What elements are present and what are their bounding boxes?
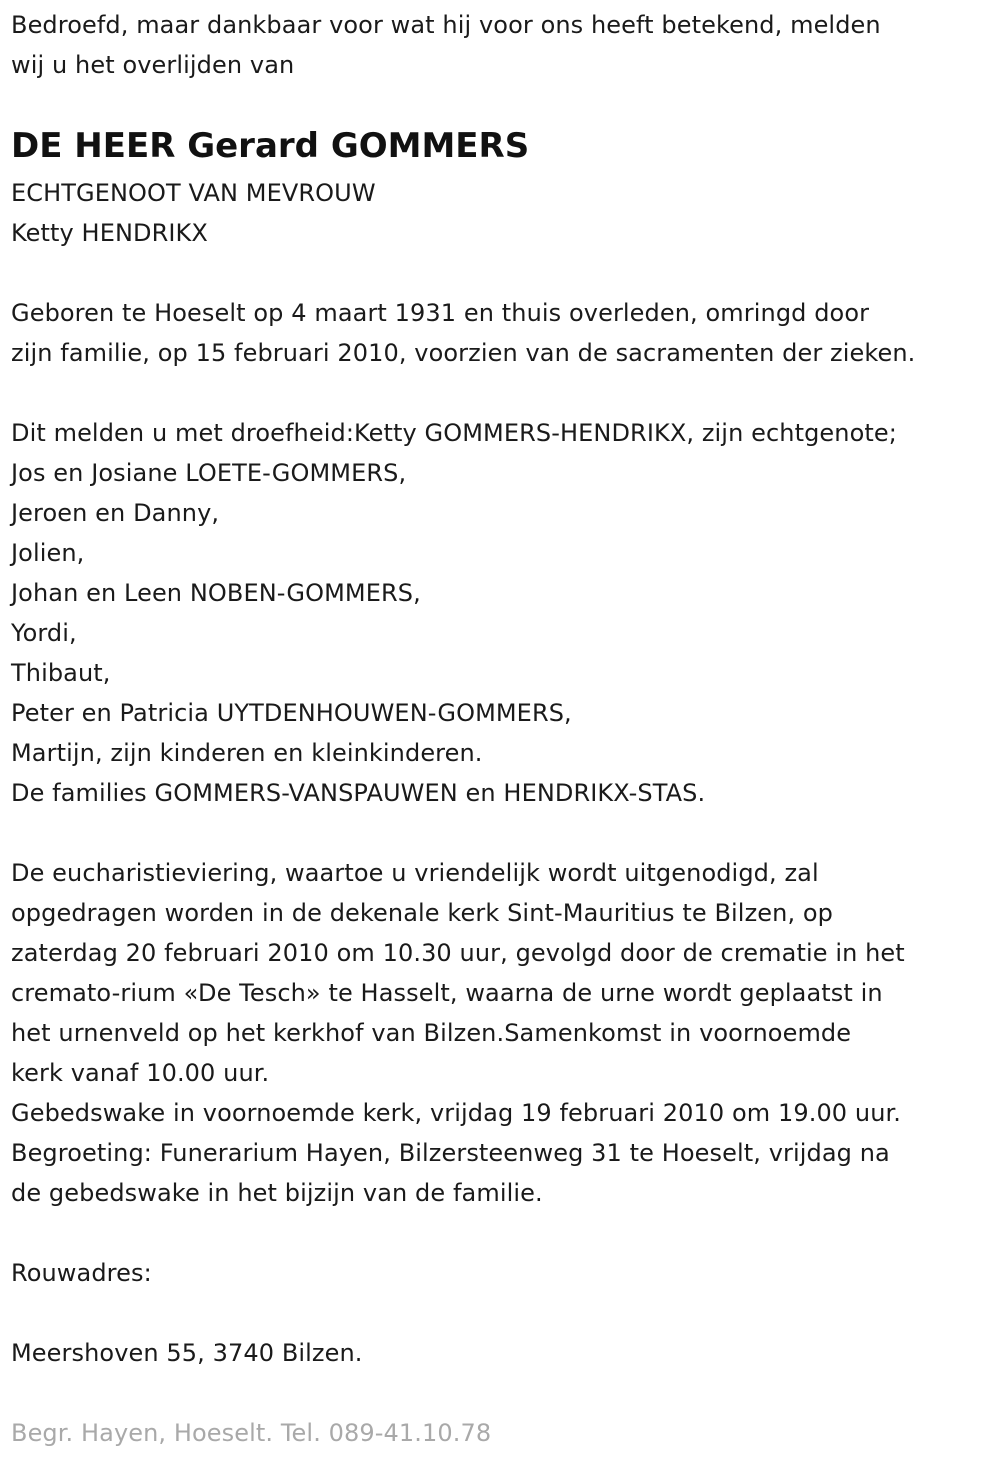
spouse-title: ECHTGENOOT VAN MEVROUW — [11, 179, 376, 207]
family-line: Jolien, — [11, 539, 85, 567]
birth-death-paragraph — [11, 293, 915, 373]
address-label: Rouwadres: — [11, 1259, 152, 1287]
address-value: Meershoven 55, 3740 Bilzen. — [11, 1339, 363, 1367]
ceremony-line: het urnenveld op het kerkhof van Bilzen.Samenkomst in voornoemde — [11, 1019, 852, 1047]
ceremony-line: opgedragen worden in de dekenale kerk Sint-Mauritius te Bilzen, op — [11, 899, 834, 927]
family-line: Johan en Leen NOBEN-GOMMERS, — [11, 579, 421, 607]
ceremony-line: Begroeting: Funerarium Hayen, Bilzersteenweg 31 te Hoeselt, vrijdag na — [11, 1139, 890, 1167]
ceremony-line: kerk vanaf 10.00 uur. — [11, 1059, 270, 1087]
ceremony-paragraph — [11, 853, 905, 1213]
family-line: Yordi, — [11, 619, 77, 647]
intro-line: wij u het overlijden van — [11, 51, 295, 79]
spouse-block — [11, 173, 376, 253]
intro-paragraph — [11, 5, 881, 85]
birth-death-line: Geboren te Hoeselt op 4 maart 1931 en thuis overleden, omringd door — [11, 299, 870, 327]
funeral-home-footer: Begr. Hayen, Hoeselt. Tel. 089-41.10.78 — [11, 1419, 492, 1447]
ceremony-line: zaterdag 20 februari 2010 om 10.30 uur, gevolgd door de crematie in het — [11, 939, 905, 967]
family-list — [11, 413, 897, 813]
family-line: Jos en Josiane LOETE-GOMMERS, — [11, 459, 407, 487]
family-line: Peter en Patricia UYTDENHOUWEN-GOMMERS, — [11, 699, 572, 727]
birth-death-line: zijn familie, op 15 februari 2010, voorzien van de sacramenten der zieken. — [11, 339, 916, 367]
ceremony-line: Gebedswake in voornoemde kerk, vrijdag 19 februari 2010 om 19.00 uur. — [11, 1099, 902, 1127]
family-line: Thibaut, — [11, 659, 111, 687]
family-line: De families GOMMERS-VANSPAUWEN en HENDRIKX-STAS. — [11, 779, 706, 807]
ceremony-line: de gebedswake in het bijzijn van de familie. — [11, 1179, 543, 1207]
family-line: Dit melden u met droefheid:Ketty GOMMERS-HENDRIKX, zijn echtgenote; — [11, 419, 897, 447]
ceremony-line: cremato-rium «De Tesch» te Hasselt, waarna de urne wordt geplaatst in — [11, 979, 883, 1007]
intro-line: Bedroefd, maar dankbaar voor wat hij voor ons heeft betekend, melden — [11, 11, 881, 39]
spouse-name: Ketty HENDRIKX — [11, 219, 208, 247]
family-line: Martijn, zijn kinderen en kleinkinderen. — [11, 739, 483, 767]
family-line: Jeroen en Danny, — [11, 499, 220, 527]
deceased-name: DE HEER Gerard GOMMERS — [11, 126, 530, 166]
ceremony-line: De eucharistieviering, waartoe u vriendelijk wordt uitgenodigd, zal — [11, 859, 819, 887]
